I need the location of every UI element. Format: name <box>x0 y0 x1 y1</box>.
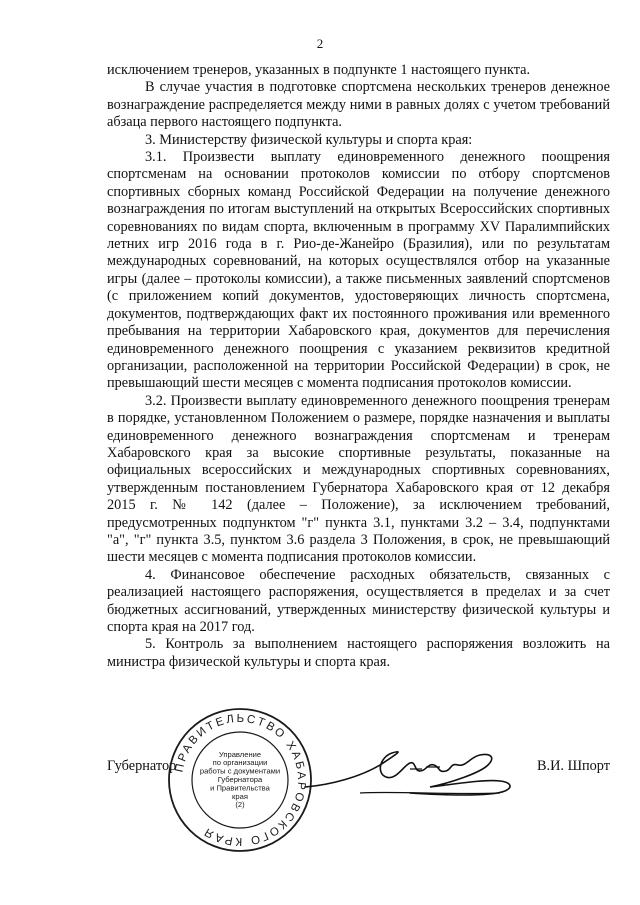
paragraph: 4. Финансовое обеспечение расходных обязательств, связанных с реализацией настоящего распоряжения, осуществляется в пределах и за счет бюджетных ассигнований, утвержденных министерству физической культуры и спорта края на 2017 год. <box>107 566 610 635</box>
seal-inner-line: и Правительства <box>210 783 270 793</box>
signatory-name: В.И. Шпорт <box>536 758 610 774</box>
paragraph: 5. Контроль за выполнением настоящего распоряжения возложить на министра физической культуры и спорта края. <box>107 636 610 670</box>
paragraph: 3.2. Произвести выплату единовременного денежного поощрения тренерам в порядке, установленном Положением о размере, порядке назначения и выплаты единовременного денежного вознаграждения спортсменам и тренерам Хабаровского края за высокие спортивные результаты, показанные на официальных всероссийских и международных спортивных соревнованиях, утвержденным постановлением Губернатора Хабаровского края от 12 декабря 2015 г. № 142 (далее – Положение), за исключением требований, предусмотренных подпунктом "г" пункта 3.1, пунктами 3.2 – 3.4, подпунктами "а", "г" пункта 3.5, пунктом 3.6 раздела 3 Положения, в срок, не превышающий шести месяцев с момента подписания протоколов комиссии. <box>107 392 610 566</box>
paragraph: 3.1. Произвести выплату единовременного денежного поощрения спортсменам на основании протоколов комиссии по отбору спортсменов спортивных сборных команд Российской Федерации на получение денежного вознаграждения по итогам выступлений на открытых Всероссийских спортивных соревнованиях по видам спорта, включенным в программу XV Паралимпийских летних игр 2016 года в г. Рио-де-Жанейро (Бразилия), или по результатам международных соревнований, на которых осуществлялся отбор на указанные игры (далее – протоколы комиссии), а также письменных заявлений спортсменов (с приложением копий документов, удостоверяющих личность спортсмена, документов, подтверждающих факт их постоянного проживания или временного пребывания на территории Хабаровского края, документов для перечисления единовременного денежного поощрения с указанием реквизитов кредитной организации, расположенной на территории Российской Федерации) в срок, не превышающий шести месяцев с момента подписания протоколов комиссии. <box>107 149 610 392</box>
official-seal <box>165 705 315 855</box>
document-body <box>107 62 610 671</box>
paragraph: В случае участия в подготовке спортсмена нескольких тренеров денежное вознаграждение распределяется между ними в равных долях с учетом требований абзаца первого настоящего подпункта. <box>107 79 610 131</box>
handwritten-signature <box>300 735 520 805</box>
seal-inner-line: Губернатора <box>217 775 263 784</box>
paragraph: исключением тренеров, указанных в подпункте 1 настоящего пункта. <box>107 62 531 78</box>
seal-inner-line: края <box>232 791 248 801</box>
seal-inner-line: Управление <box>218 749 262 759</box>
seal-inner-line: по организации <box>212 758 268 768</box>
page-number: 2 <box>316 36 324 51</box>
seal-inner-line: работы с документами <box>199 766 281 776</box>
svg-text:ПРАВИТЕЛЬСТВО ХАБАРОВСКОГО КРА: ПРАВИТЕЛЬСТВО ХАБАРОВСКОГО КРАЯ <box>173 712 308 848</box>
signatory-title: Губернатор <box>107 758 177 774</box>
paragraph: 3. Министерству физической культуры и спорта края: <box>145 131 473 148</box>
seal-inner-line: (2) <box>235 800 245 810</box>
